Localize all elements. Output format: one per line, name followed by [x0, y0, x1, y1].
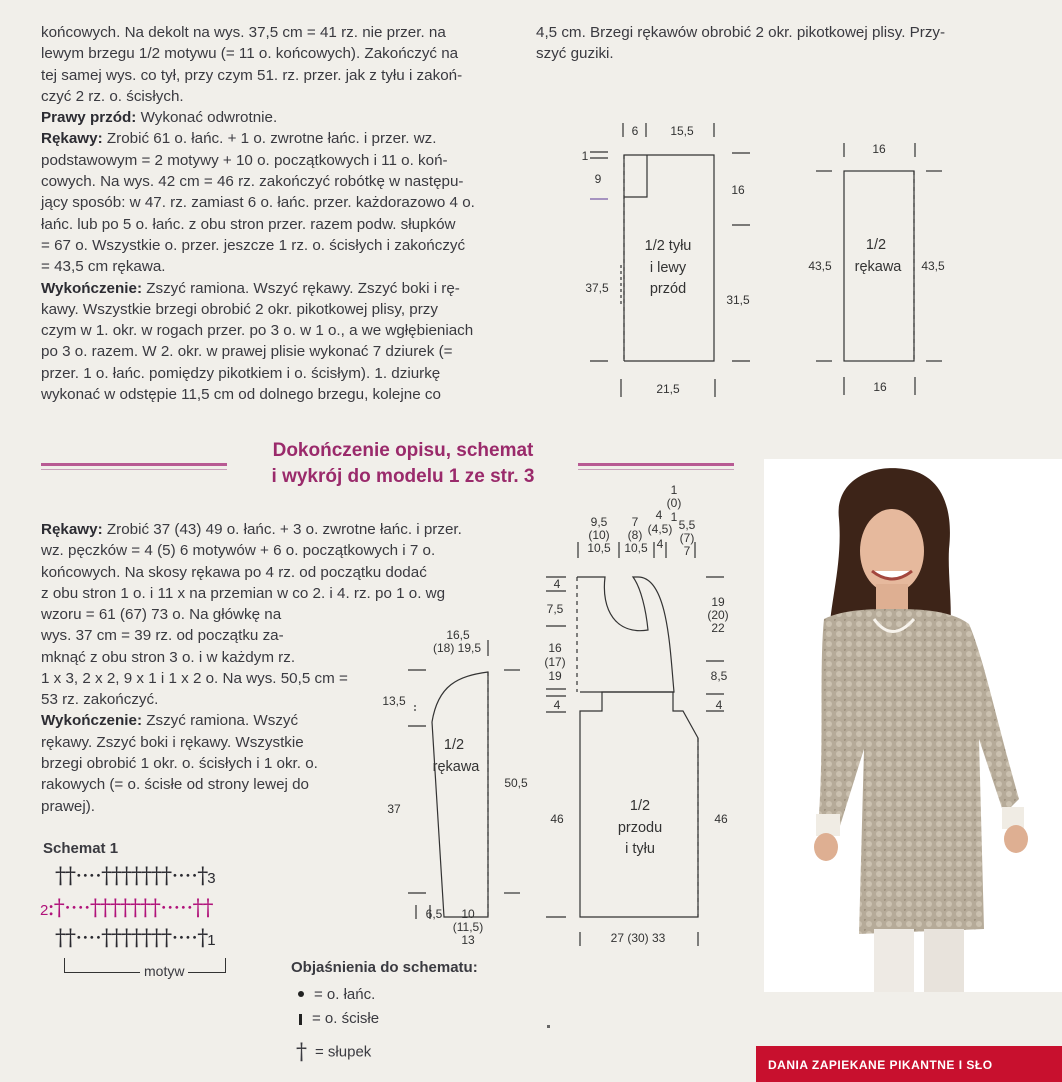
- dim-label: 10,5: [587, 541, 611, 555]
- legend-dc: [296, 1040, 371, 1065]
- double-crochet-icon: †: [296, 1040, 307, 1065]
- dim-label: 22: [711, 621, 725, 635]
- pattern-label: i lewy: [649, 260, 687, 276]
- dim-label: 27 (30) 33: [610, 931, 666, 945]
- pattern-label: przodu: [617, 820, 663, 836]
- dim-label: 5,5: [678, 518, 696, 532]
- dim-label: 10: [461, 907, 475, 921]
- scheme-row-1: [55, 928, 215, 952]
- text-line: = 43,5 cm rękawa.: [41, 258, 166, 276]
- section-title-line1: Dokończenie opisu, schemat: [272, 440, 534, 461]
- text-line: rękawy. Zszyć boki i rękawy. Wszystkie: [41, 733, 304, 751]
- text-line: 1 x 3, 2 x 2, 9 x 1 i 1 x 2 o. Na wys. 50,5 cm =: [41, 669, 348, 687]
- legend-chain-text: = o. łańc.: [314, 986, 376, 1003]
- dc-symbols: ††⋅⋅⋅⋅†††††††⋅⋅⋅⋅†: [55, 864, 208, 889]
- dim-label: 7: [631, 515, 639, 529]
- dim-label: 7: [683, 544, 691, 558]
- text-line: czym w 1. okr. w rogach przer. po 3 o. w 1 o., a we wgłębieniach: [41, 322, 474, 340]
- prawy-przod-text: Wykonać odwrotnie.: [136, 109, 278, 127]
- text-line: po 3 o. razem. W 2. okr. w prawej plisie wykonać 7 dziurek (=: [41, 343, 453, 361]
- dim-label: 16: [548, 641, 562, 655]
- dim-label: 9,5: [590, 515, 608, 529]
- dim-label: 16: [731, 183, 745, 197]
- text-line: 53 rz. zakończyć.: [41, 691, 159, 709]
- dim-label: 31,5: [726, 293, 750, 307]
- dim-label: 43,5: [808, 259, 832, 273]
- rekawy-text: Zrobić 37 (43) 49 o. łańc. + 3 o. zwrotne łańc. i przer.: [102, 521, 462, 538]
- scheme-row-3: [55, 866, 215, 890]
- dim-label: 1: [670, 510, 678, 524]
- top-right-text: [536, 22, 1016, 65]
- dim-label: 6: [631, 124, 639, 138]
- top-left-column: [41, 22, 512, 405]
- dim-label: 46: [714, 812, 728, 826]
- text-left-continuation: [41, 22, 512, 405]
- text-line: prawej).: [41, 797, 96, 815]
- dc-symbols: :†⋅⋅⋅⋅†††††††⋅⋅⋅⋅⋅††: [47, 896, 213, 921]
- text-line: szyć guziki.: [536, 45, 614, 63]
- dim-label: 4: [553, 577, 561, 591]
- dim-label: 4: [553, 698, 561, 712]
- stray-dot: [547, 1025, 550, 1028]
- section-rule-left: [41, 463, 227, 466]
- dim-label: (7): [679, 531, 695, 545]
- text-line: czyć 2 rz. o. ścisłych.: [41, 87, 184, 105]
- dim-label: (20): [707, 608, 729, 622]
- dim-label: 1: [670, 483, 678, 497]
- dim-label: 13: [461, 933, 475, 947]
- dim-label: (4,5): [647, 522, 673, 536]
- row-number: 3: [207, 870, 215, 887]
- legend-title: Objaśnienia do schematu:: [291, 959, 478, 976]
- dim-label: (8): [627, 528, 643, 542]
- scheme-title: Schemat 1: [43, 840, 119, 857]
- prawy-przod-label: Prawy przód:: [41, 109, 137, 127]
- dim-label: (10): [588, 528, 610, 542]
- lower-left-narrow-text: [41, 604, 367, 817]
- dim-label: 19: [548, 669, 562, 683]
- pattern-label: 1/2: [865, 237, 887, 253]
- wykonczenie-line: [41, 710, 367, 731]
- rekawy-line: [41, 128, 512, 149]
- dim-label: 7,5: [546, 602, 564, 616]
- text-line: = 67 o. Wszystkie o. przer. jeszcze 1 rz. o. ścisłych i zakończyć: [41, 236, 466, 254]
- dim-label: 19: [711, 595, 725, 609]
- row-number: 2: [40, 902, 48, 919]
- prawy-przod-line: [41, 107, 512, 128]
- model-photo: [764, 459, 1062, 992]
- dim-label: 9: [594, 172, 602, 186]
- legend-sc-text: = o. ścisłe: [312, 1010, 380, 1027]
- lower-sleeve-outline: [432, 672, 488, 917]
- dim-label: 46: [550, 812, 564, 826]
- lower-body-outline: [577, 577, 698, 917]
- dim-label: 50,5: [504, 776, 528, 790]
- text-line: rakowych (= o. ścisłe od strony lewej do: [41, 776, 310, 794]
- wykonczenie-text: Zszyć ramiona. Wszyć: [142, 712, 299, 730]
- rekawy-label: Rękawy:: [41, 521, 103, 538]
- text-line: kawy. Wszystkie brzegi obrobić 2 okr. pikotkowej plisy, przy: [41, 300, 438, 318]
- dim-label: 13,5: [382, 694, 406, 708]
- legend-dc-text: = słupek: [315, 1043, 372, 1061]
- dim-label: 16,5: [446, 628, 470, 642]
- wykonczenie-text: Zszyć ramiona. Wszyć rękawy. Zszyć boki i rę-: [142, 279, 460, 297]
- magazine-banner: [756, 1046, 1062, 1082]
- dim-label: 4: [655, 508, 663, 522]
- text-line: wykonać w odstępie 11,5 cm od dolnego brzegu, kolejne co: [41, 386, 441, 404]
- text-line: wys. 37 cm = 39 rz. od początku za-: [41, 627, 284, 645]
- dim-label: 21,5: [656, 382, 680, 396]
- top-patterns-diagram: [560, 115, 960, 405]
- text-line: 4,5 cm. Brzegi rękawów obrobić 2 okr. pikotkowej plisy. Przy-: [536, 24, 946, 41]
- dim-label: 15,5: [670, 124, 694, 138]
- text-line: łańc. lub po 5 o. łańc. z obu stron przer. razem podw. słupków: [41, 215, 456, 233]
- pattern-label: przód: [649, 281, 687, 297]
- dim-label: 10,5: [624, 541, 648, 555]
- section-rule-right: [578, 463, 734, 466]
- text-line: tej samej wys. co tył, przy czym 51. rz. przer. jak z tyłu i zakoń-: [41, 66, 463, 84]
- text-line: cowych. Na wys. 42 cm = 46 rz. zakończyć robótkę w następu-: [41, 173, 464, 191]
- section-rule-left-thin: [41, 469, 227, 470]
- pattern-label: rękawa: [854, 259, 902, 275]
- text-line: końcowych. Na skosy rękawa po 4 rz. od początku dodać: [41, 563, 427, 581]
- row-number: 1: [207, 932, 215, 949]
- wykonczenie-line: [41, 278, 512, 299]
- dim-label: 4: [715, 698, 723, 712]
- text-line: podstawowym = 2 motywy + 10 o. początkowych i 11 o. koń-: [41, 151, 448, 169]
- text-line: końcowych. Na dekolt na wys. 37,5 cm = 41 rz. nie przer. na: [41, 24, 446, 41]
- scheme-row-2: [40, 898, 213, 922]
- single-crochet-icon: [299, 1014, 302, 1025]
- back-front-outline: [624, 155, 714, 361]
- pattern-label: 1/2: [443, 737, 465, 753]
- dim-label: 4: [656, 537, 664, 551]
- pattern-label: 1/2: [629, 798, 651, 814]
- text-line: mknąć z obu stron 3 o. i w każdym rz.: [41, 648, 296, 666]
- pattern-label: 1/2 tyłu: [644, 238, 692, 254]
- rekawy-text: Zrobić 61 o. łańc. + 1 o. zwrotne łańc. i przer. wz.: [102, 130, 437, 148]
- dim-label: 1: [581, 149, 589, 163]
- dim-label: 43,5: [921, 259, 945, 273]
- model-illustration: [764, 459, 1062, 992]
- lower-patterns-diagram: [378, 480, 734, 955]
- dim-label: 37,5: [585, 281, 609, 295]
- text-line: przer. 1 o. łańc. pomiędzy pikotkiem i o. ścisłym). 1. dziurkę: [41, 364, 441, 382]
- text-line: brzegi obrobić 1 okr. o. ścisłych i 1 okr. o.: [41, 755, 318, 773]
- chain-icon: [298, 991, 304, 997]
- section-rule-right-thin: [578, 469, 734, 470]
- banner-text: DANIA ZAPIEKANE PIKANTNE I SŁO: [768, 1058, 993, 1072]
- dim-label: (18) 19,5: [432, 641, 482, 655]
- dim-label: 16: [872, 142, 886, 156]
- legend-chain: [296, 986, 375, 1003]
- text-line: lewym brzegu 1/2 motywu (= 11 o. końcowych). Zakończyć na: [41, 45, 459, 63]
- legend-sc: [296, 1010, 379, 1027]
- text-line: z obu stron 1 o. i 11 x na przemian w co 2. i 4. rz. po 1 o. wg: [41, 584, 446, 602]
- section-title-line2: i wykrój do modelu 1 ze str. 3: [271, 466, 535, 487]
- dim-label: (0): [666, 496, 682, 510]
- dim-label: (17): [544, 655, 566, 669]
- text-line: wz. pęczków = 4 (5) 6 motywów + 6 o. początkowych i 7 o.: [41, 542, 436, 560]
- dim-label: 8,5: [710, 669, 728, 683]
- pattern-label: i tyłu: [625, 841, 655, 857]
- dim-label: 6,5: [425, 907, 443, 921]
- text-line: wzoru = 61 (67) 73 o. Na główkę na: [41, 606, 282, 623]
- wykonczenie-label: Wykończenie:: [41, 279, 142, 297]
- pattern-label: rękawa: [432, 759, 480, 775]
- dc-symbols: ††⋅⋅⋅⋅†††††††⋅⋅⋅⋅†: [55, 926, 208, 951]
- rekawy-label: Rękawy:: [41, 130, 103, 148]
- dim-label: (11,5): [452, 920, 484, 934]
- dim-label: 37: [387, 802, 401, 816]
- text-line: jący sposób: w 47. rz. zamiast 6 o. łańc. przer. każdorazowo 4 o.: [41, 194, 475, 212]
- dim-label: 16: [873, 380, 887, 394]
- motyw-label: motyw: [140, 963, 188, 979]
- wykonczenie-label: Wykończenie:: [41, 712, 142, 730]
